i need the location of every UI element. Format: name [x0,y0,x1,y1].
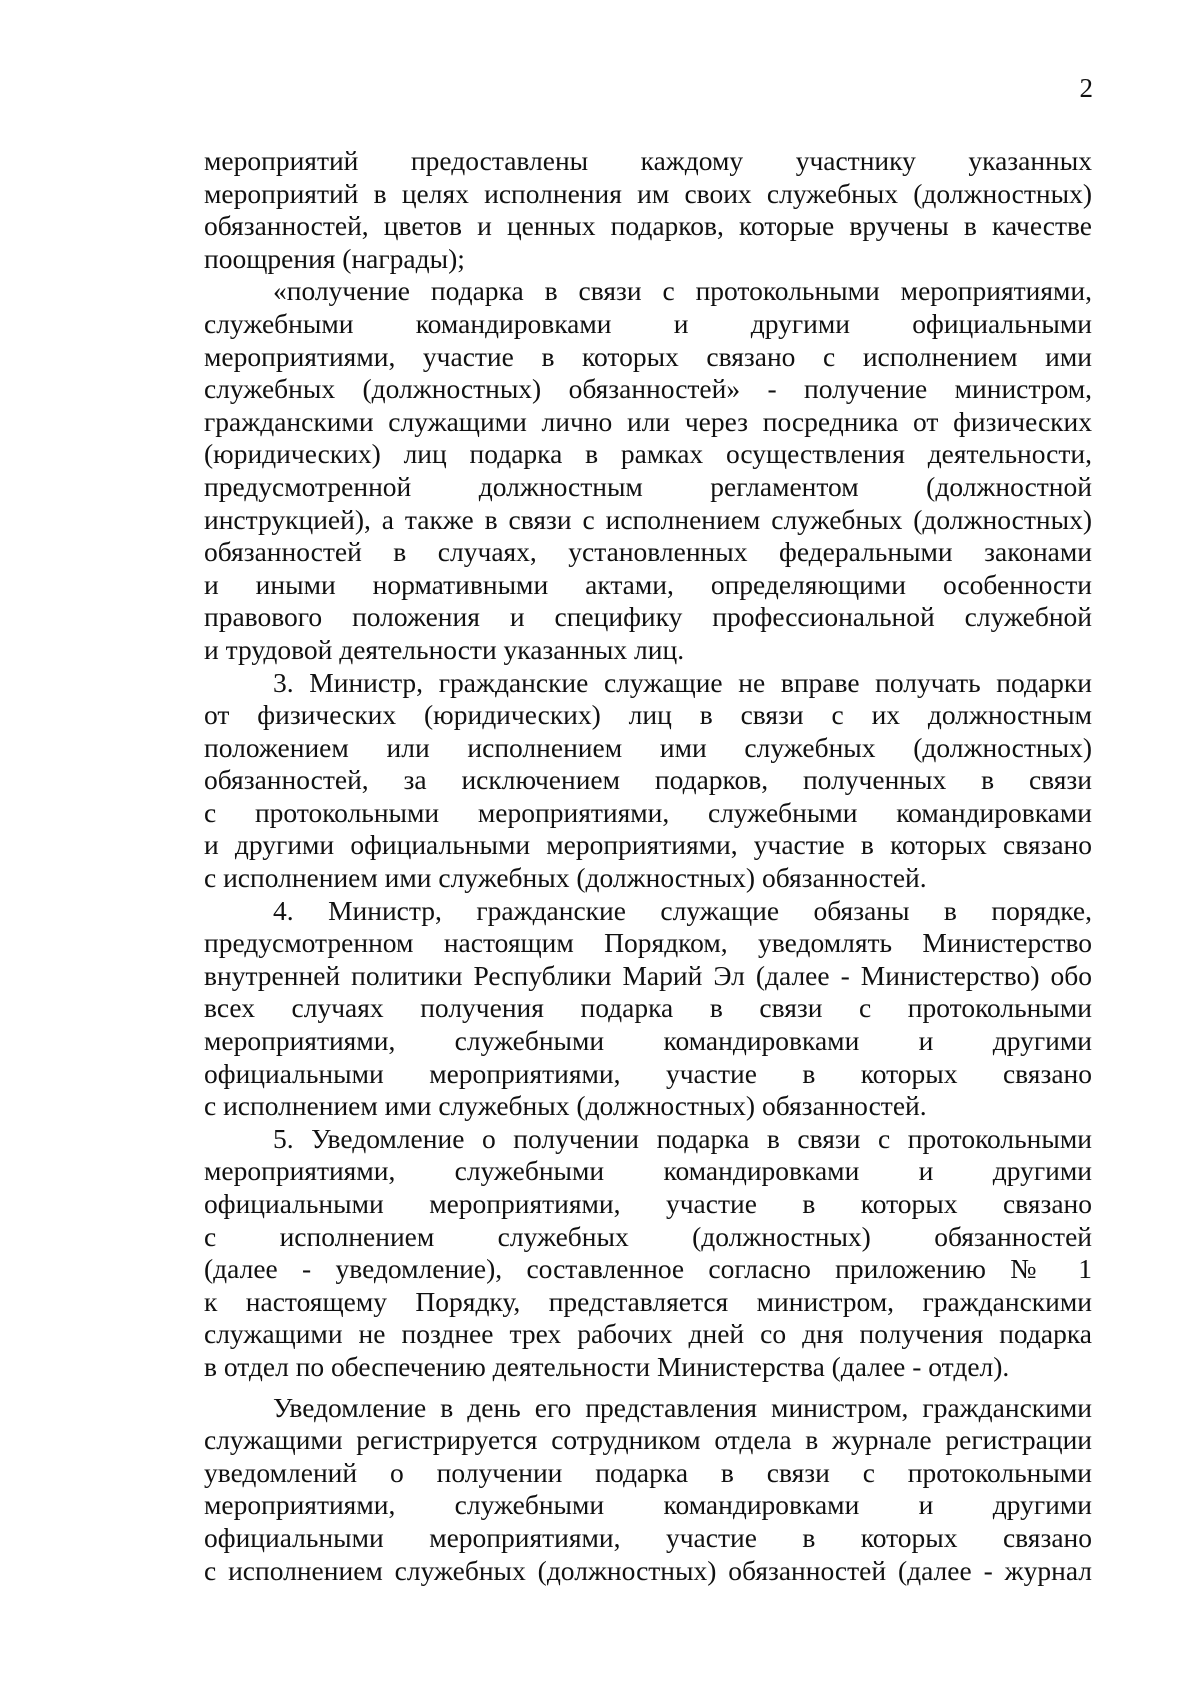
text-line: обязанностей, за исключением подарков, полученных в связи [204,764,1092,796]
text-line: с исполнением служебных (должностных) обязанностей [204,1220,1092,1252]
text-line: 3. Министр, гражданские служащие не вправе получать подарки [273,666,1092,698]
text-line: и трудовой деятельности указанных лиц. [204,633,685,665]
paragraph [204,145,1092,275]
text-line: внутренней политики Республики Марий Эл (далее - Министерство) обо [204,959,1092,991]
text-line: 5. Уведомление о получении подарка в связи с протокольными [273,1122,1092,1154]
text-line: с исполнением ими служебных (должностных) обязанностей. [204,862,927,894]
paragraph [204,667,1092,895]
text-line: официальными мероприятиями, участие в которых связано [204,1521,1092,1553]
text-line: всех случаях получения подарка в связи с протокольными [204,992,1092,1024]
text-line: «получение подарка в связи с протокольными мероприятиями, [273,275,1092,307]
text-line: предусмотренной должностным регламентом (должностной [204,470,1092,502]
text-line: мероприятиями, служебными командировками и другими [204,1025,1092,1057]
text-line: служащими не позднее трех рабочих дней со дня получения подарка [204,1318,1092,1350]
paragraph [204,1392,1092,1588]
text-line: обязанностей в случаях, установленных федеральными законами [204,536,1092,568]
text-line: мероприятий в целях исполнения им своих служебных (должностных) [204,177,1092,209]
text-line: поощрения (награды); [204,242,465,274]
text-line: от физических (юридических) лиц в связи с их должностным [204,699,1092,731]
document-body [204,145,1092,1587]
text-line: официальными мероприятиями, участие в которых связано [204,1057,1092,1089]
paragraph [204,1123,1092,1384]
text-line: гражданскими служащими лично или через посредника от физических [204,405,1092,437]
text-line: инструкцией), а также в связи с исполнением служебных (должностных) [204,503,1092,535]
text-line: и иными нормативными актами, определяющими особенности [204,568,1092,600]
text-line: с протокольными мероприятиями, служебными командировками [204,796,1092,828]
text-line: с исполнением служебных (должностных) обязанностей (далее - журнал [204,1554,1092,1586]
text-line: в отдел по обеспечению деятельности Министерства (далее - отдел). [204,1350,1010,1382]
text-line: (далее - уведомление), составленное согласно приложению № 1 [204,1253,1092,1285]
text-line: к настоящему Порядку, представляется министром, гражданскими [204,1285,1092,1317]
text-line: Уведомление в день его представления министром, гражданскими [273,1391,1092,1423]
paragraph [204,895,1092,1123]
text-line: официальными мероприятиями, участие в которых связано [204,1188,1092,1219]
paragraph [204,275,1092,666]
text-line: мероприятиями, служебными командировками и другими [204,1155,1092,1187]
page-number: 2 [1079,73,1093,103]
text-line: правового положения и специфику профессиональной служебной [204,601,1092,633]
text-line: служебными командировками и другими официальными [204,307,1092,339]
text-line: предусмотренном настоящим Порядком, уведомлять Министерство [204,927,1092,959]
text-line: положением или исполнением ими служебных (должностных) [204,731,1092,763]
text-line: мероприятиями, служебными командировками и другими [204,1489,1092,1521]
text-line: с исполнением ими служебных (должностных) обязанностей. [204,1090,927,1122]
text-line: служебных (должностных) обязанностей» - получение министром, [204,373,1092,405]
text-line: (юридических) лиц подарка в рамках осуществления деятельности, [204,438,1092,470]
text-line: служащими регистрируется сотрудником отдела в журнале регистрации [204,1424,1092,1456]
text-line: 4. Министр, гражданские служащие обязаны в порядке, [273,894,1092,926]
text-line: уведомлений о получении подарка в связи с протокольными [204,1456,1092,1488]
text-line: и другими официальными мероприятиями, участие в которых связано [204,829,1092,861]
text-line: обязанностей, цветов и ценных подарков, которые вручены в качестве [204,210,1092,242]
text-line: мероприятиями, участие в которых связано с исполнением ими [204,340,1092,372]
text-line: мероприятий предоставлены каждому участнику указанных [204,145,1092,176]
